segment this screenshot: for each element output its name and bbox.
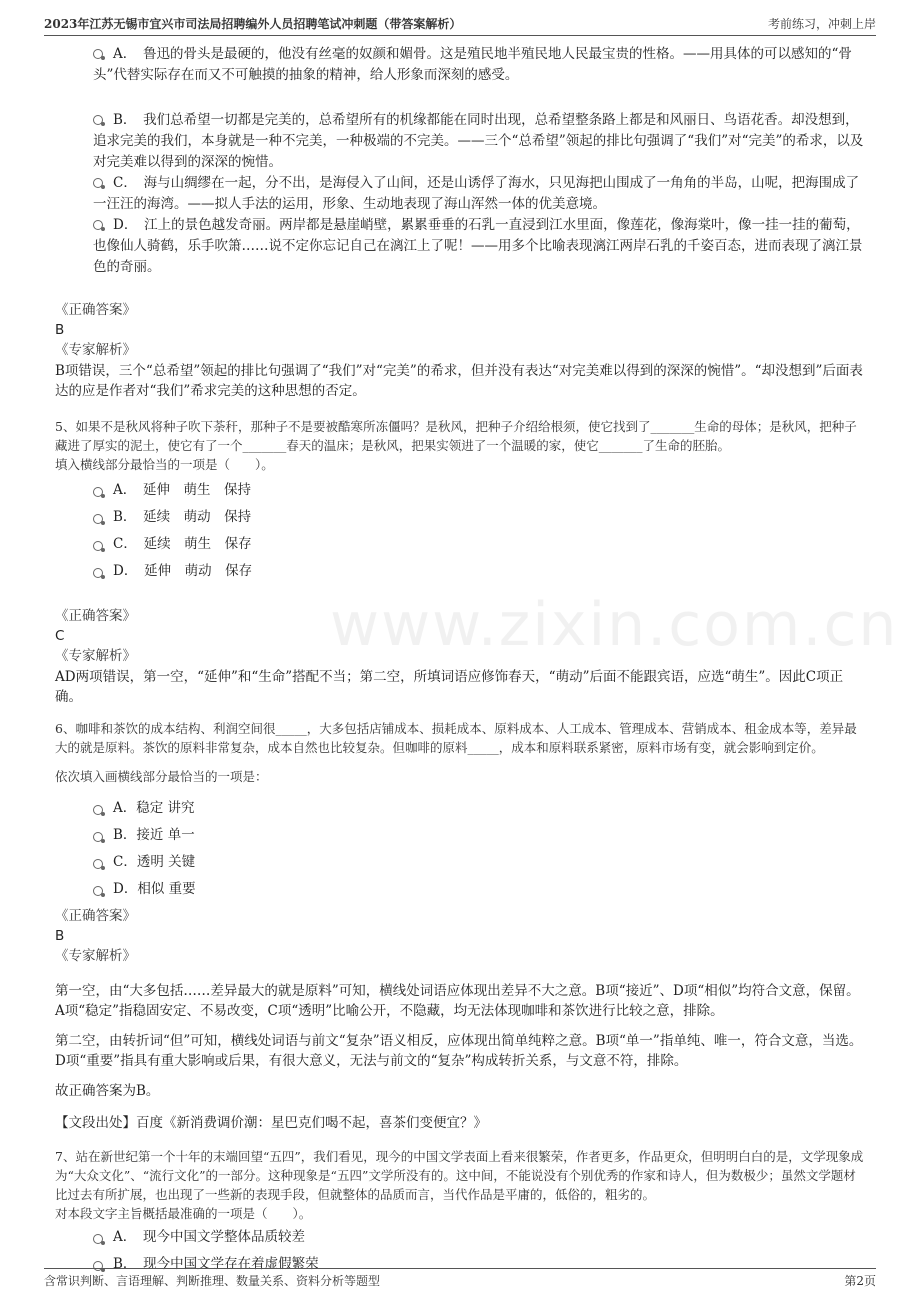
q4-option-b[interactable]: B． 我们总希望一切都是完美的，总希望所有的机缘都能在同时出现，总希望整条路上都是和风丽日、鸟语花香。却没想到，追求完美的我们，本身就是一种不完美，一种极端的不完美。——三个“总希望”领起的排比句强调了“我们”对“完美”的希求，以及对完美难以得到的深深的惋惜。: [93, 112, 864, 170]
q5-option-a[interactable]: A． 延伸 萌生 保持: [55, 480, 865, 501]
header-title: 2023年江苏无锡市宜兴市司法局招聘编外人员招聘笔试冲刺题（带答案解析）: [44, 17, 462, 31]
q6-analysis-paragraph: 第二空，由转折词“但”可知，横线处词语与前文“复杂”语义相反，应体现出简单纯粹之意。B项“单一”指单纯、唯一，符合文意，当选。D项“重要”指具有重大影响或后果，有很大意义，无法与前文的“复杂”构成转折关系，与文意不符，排除。: [55, 1033, 863, 1069]
q6-source: 【文段出处】百度《新消费调价潮：星巴克们喝不起，喜茶们变便宜？》: [55, 1115, 487, 1131]
radio-icon[interactable]: [93, 568, 103, 578]
header-slogan: 考前练习，冲刺上岸: [767, 17, 876, 31]
q6-stem: 6、咖啡和茶饮的成本结构、利润空间很_____，大多包括店铺成本、损耗成本、原料成本、人工成本、管理成本、营销成本、租金成本等，差异最大的就是原料。茶饮的原料非常复杂，成本自然也比较复杂。但咖啡的原料_____，成本和原料联系紧密，原料市场有变，就会影响到定价。: [55, 721, 857, 755]
q4-analysis-label: 《专家解析》: [55, 342, 136, 358]
q5-option-b[interactable]: B． 延续 萌动 保持: [55, 507, 865, 528]
radio-icon[interactable]: [93, 514, 103, 524]
footer-note: 含常识判断、言语理解、判断推理、数量关系、资料分析等题型: [44, 1274, 381, 1288]
q6-option-c[interactable]: C．透明 关键: [55, 852, 865, 873]
watermark: www.zixin.com.cn: [330, 590, 899, 660]
q6-analysis-paragraph: 故正确答案为B。: [55, 1083, 160, 1099]
q6-analysis-label: 《专家解析》: [55, 948, 136, 964]
page-content: [55, 44, 865, 1281]
q6-answer-label: 《正确答案》: [55, 908, 136, 924]
q6-answer: B: [55, 928, 65, 944]
page-footer: [44, 1268, 876, 1296]
q4-options: [55, 44, 865, 278]
q5-answer-label: 《正确答案》: [55, 608, 136, 624]
q4-answer-label: 《正确答案》: [55, 302, 136, 318]
q6-option-a[interactable]: A．稳定 讲究: [55, 798, 865, 819]
radio-icon[interactable]: [93, 178, 103, 188]
radio-icon[interactable]: [93, 859, 103, 869]
radio-icon[interactable]: [93, 115, 103, 125]
q6-option-d[interactable]: D．相似 重要: [55, 879, 865, 900]
q6-option-b[interactable]: B．接近 单一: [55, 825, 865, 846]
q7-option-a[interactable]: A． 现今中国文学整体品质较差: [55, 1227, 865, 1248]
page-number: 第2页: [844, 1274, 876, 1288]
radio-icon[interactable]: [93, 487, 103, 497]
radio-icon[interactable]: [93, 805, 103, 815]
q4-option-c[interactable]: C． 海与山绸缪在一起，分不出，是海侵入了山间，还是山诱俘了海水，只见海把山围成了一角角的半岛，山呢，把海围成了一汪汪的海湾。——拟人手法的运用，形象、生动地表现了海山浑然一体的优美意境。: [93, 175, 860, 212]
radio-icon[interactable]: [93, 49, 103, 59]
q4-answer: B: [55, 322, 65, 338]
q4-analysis: B项错误，三个“总希望”领起的排比句强调了“我们”对“完美”的希求，但并没有表达“对完美难以得到的深深的惋惜”。“却没想到”后面表达的应是作者对“我们”希求完美的这种思想的否定。: [55, 363, 863, 399]
q5-prompt: 填入横线部分最恰当的一项是（ ）。: [55, 457, 274, 472]
q5-option-d[interactable]: D． 延伸 萌动 保存: [55, 561, 865, 582]
q5-stem: 5、如果不是秋风将种子吹下荼秆，那种子不是要被酷寒所冻僵吗？是秋风，把种子介绍给根须，使它找到了_______生命的母体；是秋风，把种子藏进了厚实的泥土，使它有了一个_______春天的温床；是秋风，把果实领进了一个温暖的家，使它_______了生命的胚胎。: [55, 419, 857, 453]
radio-icon[interactable]: [93, 541, 103, 551]
q5-analysis-label: 《专家解析》: [55, 648, 136, 664]
q7-prompt: 对本段文字主旨概括最准确的一项是（ ）。: [55, 1206, 312, 1221]
q7-stem: 7、站在新世纪第一个十年的末端回望“五四”，我们看见，现今的中国文学表面上看来很繁荣，作者更多，作品更众，但明明白白的是，文学现象成为“大众文化”、“流行文化”的一部分。这种现象是“五四”文学所没有的。这中间，不能说没有个别优秀的作家和诗人，但为数极少；虽然文学题材比过去有所扩展，也出现了一些新的表现手段，但就整体的品质而言，当代作品是平庸的，低俗的，粗劣的。: [55, 1149, 864, 1202]
q5-options: [55, 480, 865, 582]
page-header: [44, 8, 876, 36]
q6-options: [55, 798, 865, 900]
q6-analysis-paragraph: 第一空，由“大多包括……差异最大的就是原料”可知，横线处词语应体现出差异不大之意。B项“接近”、D项“相似”均符合文意，保留。A项“稳定”指稳固安定、不易改变，C项“透明”比喻公开，不隐藏，均无法体现咖啡和茶饮进行比较之意，排除。: [55, 983, 860, 1019]
q5-option-c[interactable]: C． 延续 萌生 保存: [55, 534, 865, 555]
radio-icon[interactable]: [93, 220, 103, 230]
q7-option-b[interactable]: B． 现今中国文学存在着虚假繁荣: [55, 1254, 865, 1275]
radio-icon[interactable]: [93, 1234, 103, 1244]
radio-icon[interactable]: [93, 886, 103, 896]
q4-option-d[interactable]: D． 江上的景色越发奇丽。两岸都是悬崖峭壁，累累垂垂的石乳一直浸到江水里面，像莲花，像海棠叶，像一挂一挂的葡萄，也像仙人骑鹤，乐手吹箫……说不定你忘记自己在漓江上了呢！——用多个比喻表现漓江两岸石乳的千姿百态，进而表现了漓江景色的奇丽。: [93, 217, 863, 275]
q5-analysis: AD两项错误，第一空，“延伸”和“生命”搭配不当；第二空，所填词语应修饰春天，“萌动”后面不能跟宾语，应选“萌生”。因此C项正确。: [55, 669, 844, 705]
q6-prompt: 依次填入画横线部分最恰当的一项是：: [55, 769, 268, 784]
radio-icon[interactable]: [93, 832, 103, 842]
q5-answer: C: [55, 628, 65, 644]
q4-option-a[interactable]: A． 鲁迅的骨头是最硬的，他没有丝毫的奴颜和媚骨。这是殖民地半殖民地人民最宝贵的性格。——用具体的可以感知的“骨头”代替实际存在而又不可触摸的抽象的精神，给人形象而深刻的感受。: [93, 46, 852, 83]
